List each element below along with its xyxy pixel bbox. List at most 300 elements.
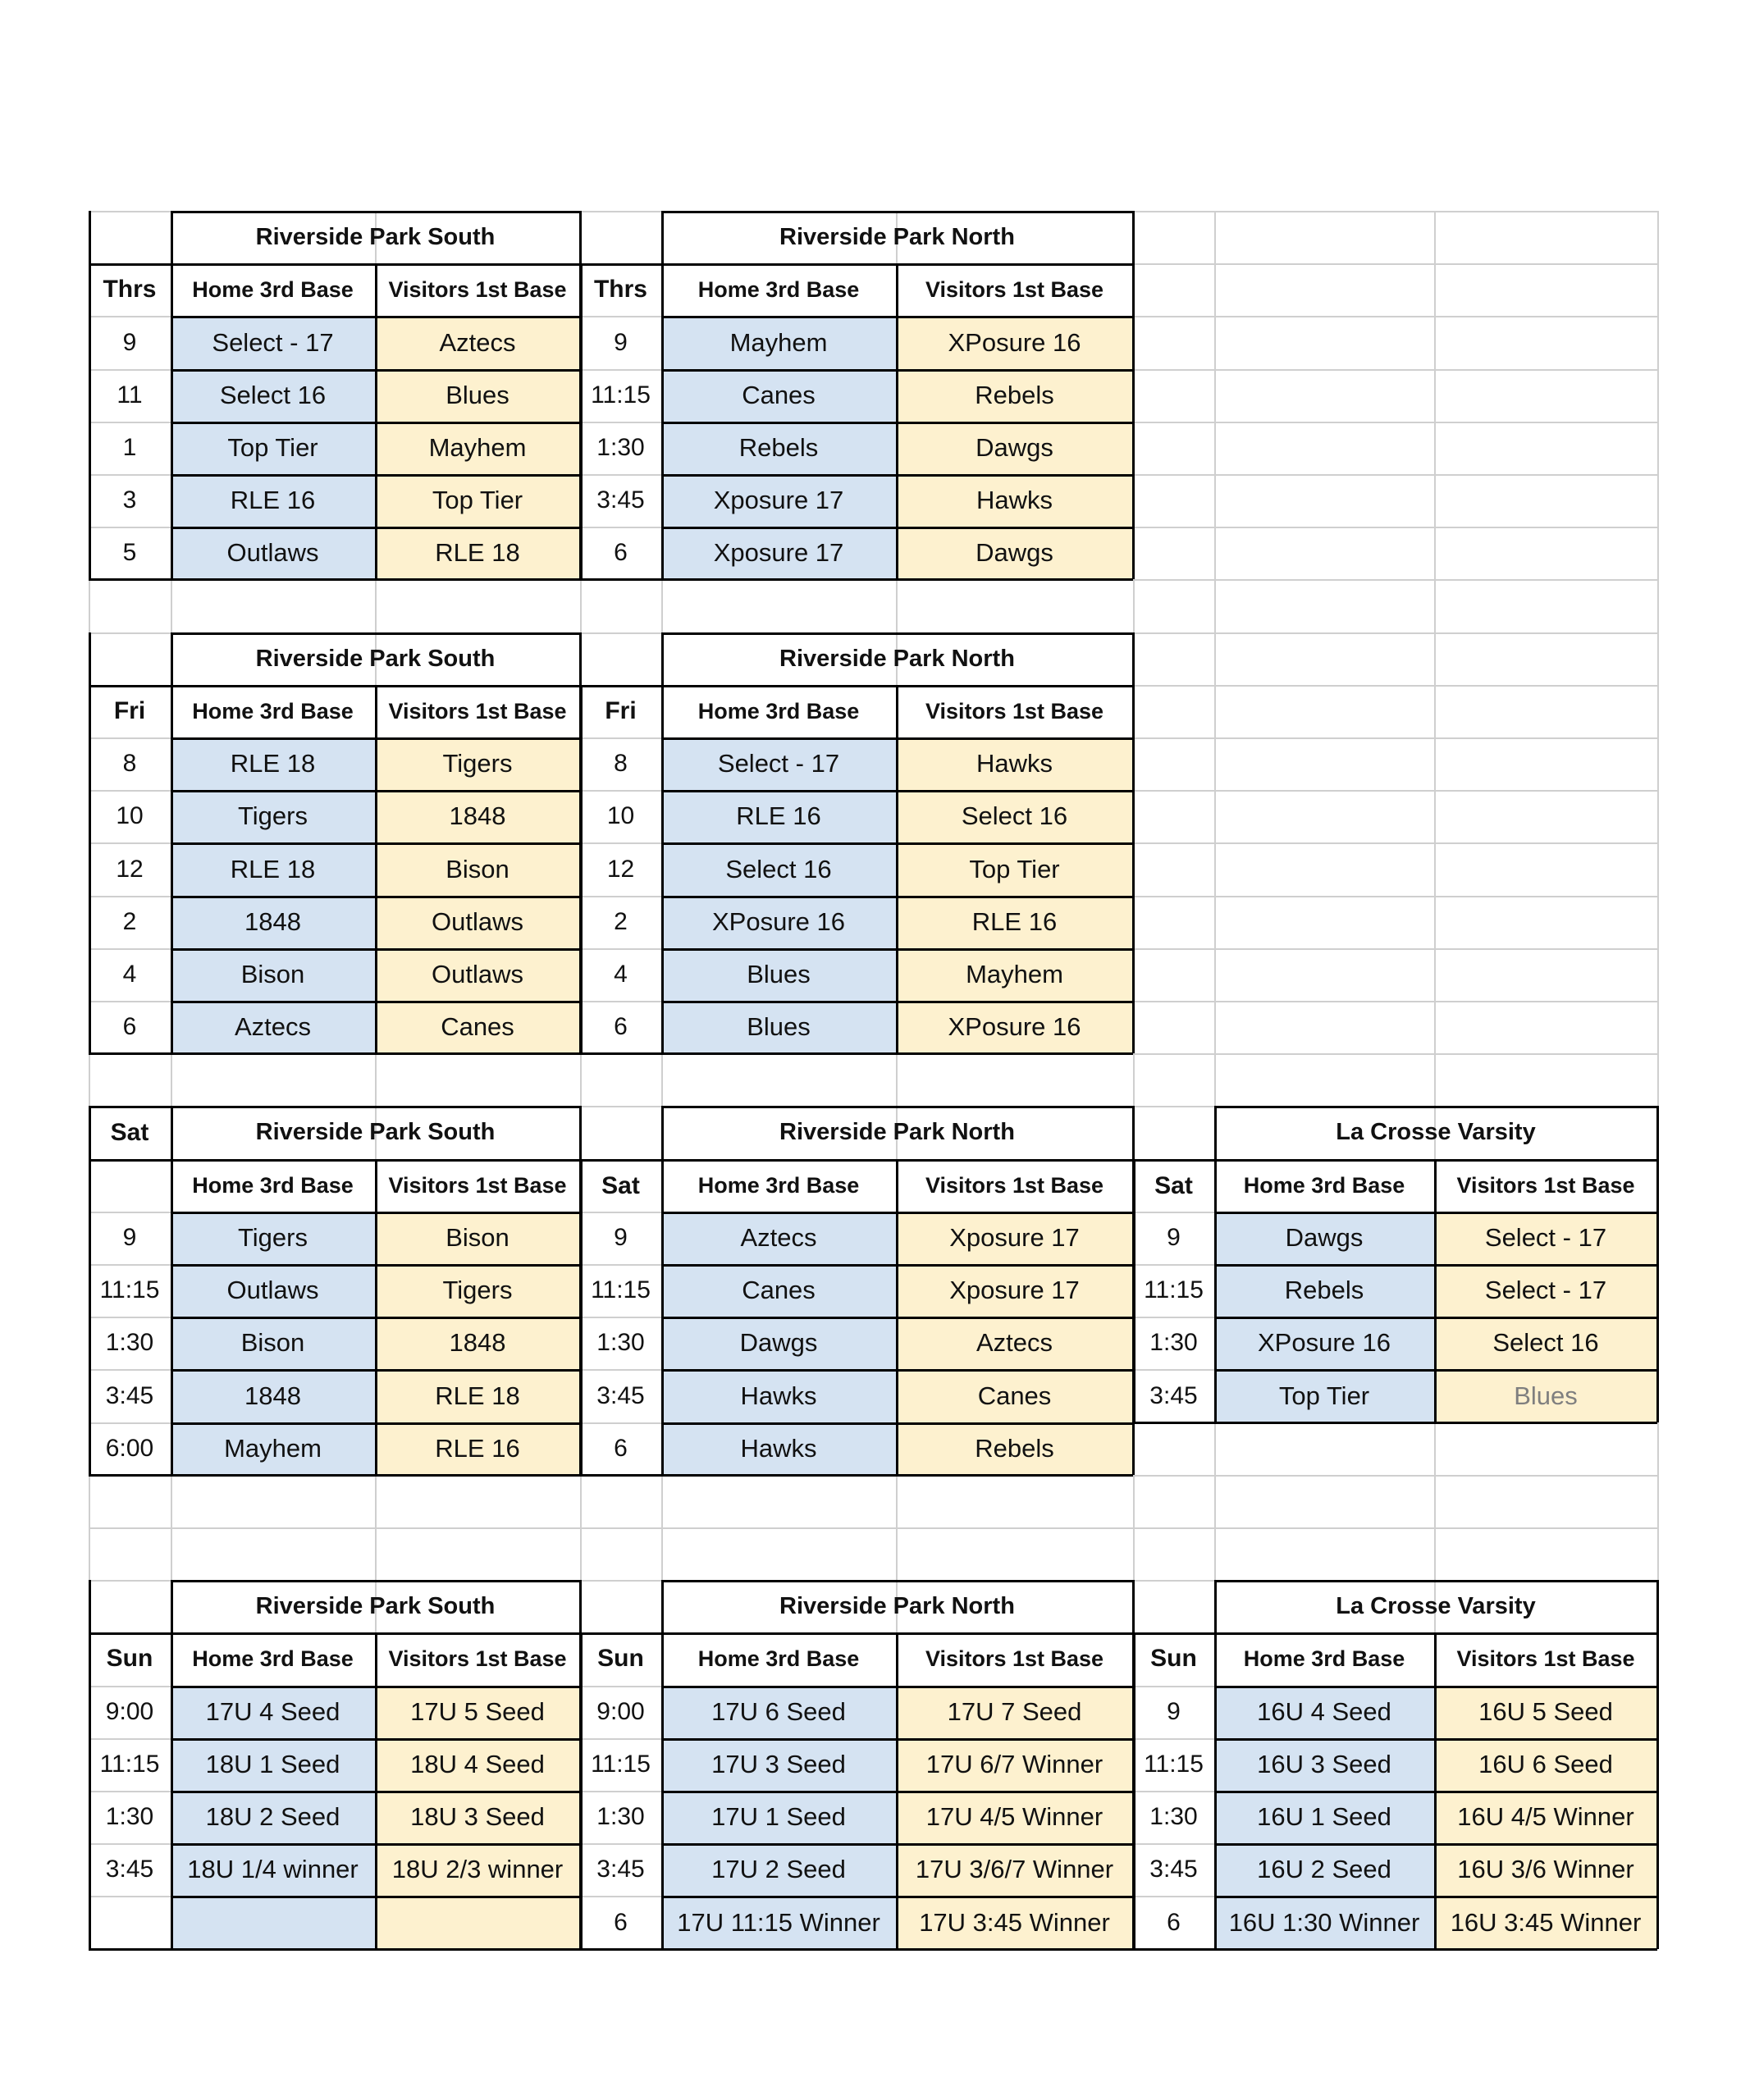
home-column-header: Home 3rd Base (697, 276, 860, 302)
home-team: Top Tier (1214, 1369, 1434, 1422)
home-team: 16U 3 Seed (1214, 1738, 1434, 1791)
game-time: 11:15 (99, 1276, 160, 1303)
visitor-team: 1848 (375, 1317, 580, 1369)
home-team: Rebels (661, 422, 896, 474)
home-team: 1848 (171, 896, 375, 948)
field-heading: Riverside Park North (779, 1119, 1015, 1145)
table-border (1214, 1738, 1657, 1741)
home-team: Tigers (171, 1212, 375, 1264)
game-time: 6 (614, 539, 628, 566)
game-time: 9 (122, 328, 137, 356)
visitor-team (375, 1896, 580, 1949)
home-team: Select - 17 (171, 316, 375, 369)
table-border (171, 211, 580, 213)
table-border (661, 1843, 1133, 1846)
visitor-team: 18U 4 Seed (375, 1738, 580, 1791)
visitor-team: Select 16 (1434, 1317, 1657, 1369)
table-border (1132, 1106, 1135, 1159)
table-border (171, 316, 580, 318)
home-column-header: Home 3rd Base (192, 1172, 354, 1198)
home-team: Mayhem (171, 1422, 375, 1475)
visitor-team: Aztecs (375, 316, 580, 369)
table-border (1133, 1159, 1135, 1422)
home-team: 16U 1:30 Winner (1214, 1896, 1434, 1949)
home-team: RLE 18 (171, 737, 375, 790)
table-border (661, 632, 1133, 635)
visitor-team: Mayhem (375, 422, 580, 474)
table-border (1132, 1580, 1135, 1632)
home-team: RLE 16 (171, 474, 375, 527)
table-border (171, 1106, 173, 1159)
field-heading: Riverside Park North (779, 223, 1015, 250)
visitor-team: Blues (1434, 1369, 1657, 1422)
visitors-column-header: Visitors 1st Base (388, 698, 567, 724)
home-team: Xposure 17 (661, 474, 896, 527)
game-time: 3 (122, 486, 137, 514)
table-border (89, 1106, 171, 1108)
table-border (171, 422, 580, 424)
visitor-team: RLE 16 (896, 896, 1133, 948)
table-border (89, 578, 580, 581)
table-border (1133, 1632, 1135, 1949)
home-team: XPosure 16 (661, 896, 896, 948)
table-border (661, 1738, 1133, 1741)
home-column-header: Home 3rd Base (192, 1646, 354, 1671)
field-heading: Riverside Park South (255, 645, 496, 672)
home-team: 17U 2 Seed (661, 1843, 896, 1896)
home-team: Select 16 (661, 842, 896, 896)
day-label: Sun (597, 1645, 644, 1672)
table-border (661, 790, 1133, 792)
table-border (171, 1212, 580, 1214)
visitor-team: 16U 3:45 Winner (1434, 1896, 1657, 1949)
visitor-team: RLE 16 (375, 1422, 580, 1475)
visitor-team: Xposure 17 (896, 1264, 1133, 1317)
day-label: Fri (113, 697, 146, 724)
home-team: 18U 1 Seed (171, 1738, 375, 1791)
table-border (171, 737, 580, 740)
game-time: 9 (614, 328, 628, 356)
grid-line (89, 1527, 1657, 1529)
game-time: 1 (122, 434, 137, 461)
game-time: 11:15 (591, 1276, 651, 1303)
home-column-header: Home 3rd Base (1243, 1172, 1405, 1198)
game-time: 2 (614, 908, 628, 935)
visitor-team: 16U 4/5 Winner (1434, 1791, 1657, 1843)
table-border (661, 685, 664, 1053)
visitor-team: Mayhem (896, 948, 1133, 1001)
table-border (661, 632, 664, 685)
table-border (661, 1422, 1133, 1425)
visitor-team: 17U 5 Seed (375, 1686, 580, 1738)
table-border (171, 211, 173, 263)
visitor-team: Dawgs (896, 527, 1133, 579)
table-border (171, 527, 580, 529)
table-border (171, 1106, 580, 1108)
table-border (661, 527, 1133, 529)
visitor-team: 17U 3:45 Winner (896, 1896, 1133, 1949)
table-border (1132, 685, 1135, 1053)
game-time: 6 (614, 1013, 628, 1040)
home-team: Xposure 17 (661, 527, 896, 579)
table-border (1214, 1686, 1657, 1688)
table-border (171, 369, 580, 372)
game-time: 10 (606, 802, 635, 829)
visitors-column-header: Visitors 1st Base (925, 1646, 1104, 1671)
table-border (1656, 1580, 1659, 1632)
game-time: 9 (122, 1224, 137, 1251)
game-time: 1:30 (596, 434, 645, 461)
table-border (171, 1317, 580, 1319)
table-border (171, 1001, 580, 1003)
game-time: 11:15 (591, 1751, 651, 1778)
game-time: 4 (122, 961, 137, 988)
table-border (579, 1106, 582, 1159)
home-column-header: Home 3rd Base (697, 1646, 860, 1671)
visitor-team: XPosure 16 (896, 1001, 1133, 1053)
table-border (89, 1159, 580, 1162)
home-team: Rebels (1214, 1264, 1434, 1317)
field-heading: La Crosse Varsity (1336, 1592, 1536, 1619)
visitor-team: RLE 18 (375, 1369, 580, 1422)
visitor-team: 17U 7 Seed (896, 1686, 1133, 1738)
game-time: 2 (122, 908, 137, 935)
table-border (171, 474, 580, 477)
home-team: Aztecs (171, 1001, 375, 1053)
table-border (1133, 1948, 1657, 1951)
field-heading: Riverside Park South (255, 1592, 496, 1619)
visitors-column-header: Visitors 1st Base (925, 698, 1104, 724)
table-border (661, 1001, 1133, 1003)
visitor-team: Dawgs (896, 422, 1133, 474)
game-time: 1:30 (1149, 1803, 1198, 1830)
home-team: Blues (661, 1001, 896, 1053)
visitor-team: Bison (375, 1212, 580, 1264)
table-border (171, 685, 173, 1053)
table-border (1133, 1632, 1657, 1635)
visitor-team: 16U 6 Seed (1434, 1738, 1657, 1791)
table-border (579, 1580, 582, 1632)
day-label: Sat (110, 1118, 149, 1146)
table-border (1214, 1791, 1657, 1793)
visitors-column-header: Visitors 1st Base (1456, 1646, 1635, 1671)
home-team: 18U 2 Seed (171, 1791, 375, 1843)
table-border (661, 422, 1133, 424)
table-border (1214, 1212, 1657, 1214)
table-border (171, 790, 580, 792)
table-border (1214, 1317, 1657, 1319)
table-border (1133, 1422, 1657, 1424)
table-border (171, 842, 580, 845)
game-time: 11 (117, 381, 143, 409)
table-border (580, 1632, 583, 1949)
visitor-team: Blues (375, 369, 580, 422)
game-time: 6 (614, 1908, 628, 1936)
table-border (661, 211, 664, 263)
table-border (171, 1422, 580, 1425)
home-column-header: Home 3rd Base (192, 698, 354, 724)
table-border (171, 632, 173, 685)
game-time: 11:15 (99, 1751, 160, 1778)
day-label: Sun (106, 1645, 153, 1672)
game-time: 11:15 (1144, 1751, 1204, 1778)
table-border (89, 685, 91, 1053)
home-team: 17U 4 Seed (171, 1686, 375, 1738)
visitor-team: Select - 17 (1434, 1212, 1657, 1264)
field-heading: Riverside Park North (779, 645, 1015, 672)
table-border (661, 211, 1133, 213)
table-border (89, 263, 91, 579)
visitor-team: Top Tier (375, 474, 580, 527)
home-team: RLE 18 (171, 842, 375, 896)
visitors-column-header: Visitors 1st Base (1456, 1172, 1635, 1198)
table-border (661, 1896, 1133, 1898)
table-border (171, 1264, 580, 1267)
game-time: 9 (1167, 1224, 1181, 1251)
table-border (1214, 1896, 1657, 1898)
table-border (579, 632, 582, 685)
table-border (1214, 1106, 1217, 1159)
table-border (89, 263, 580, 266)
home-team: Mayhem (661, 316, 896, 369)
table-border (89, 1474, 580, 1477)
home-team: Canes (661, 1264, 896, 1317)
visitor-team: Tigers (375, 1264, 580, 1317)
home-team: 1848 (171, 1369, 375, 1422)
table-border (1656, 1106, 1659, 1159)
home-team: Blues (661, 948, 896, 1001)
visitor-team: 18U 3 Seed (375, 1791, 580, 1843)
game-time: 3:45 (596, 1381, 645, 1409)
game-time: 10 (116, 802, 144, 829)
table-border (89, 211, 91, 263)
table-border (89, 685, 580, 687)
visitor-team: Rebels (896, 369, 1133, 422)
table-border (89, 1159, 91, 1475)
home-team: Outlaws (171, 527, 375, 579)
table-border (661, 1264, 1133, 1267)
home-team: XPosure 16 (1214, 1317, 1434, 1369)
table-border (1214, 1580, 1217, 1632)
home-team: Dawgs (661, 1317, 896, 1369)
visitor-team: 16U 5 Seed (1434, 1686, 1657, 1738)
table-border (1214, 1369, 1657, 1372)
home-team: 18U 1/4 winner (171, 1843, 375, 1896)
game-time: 9:00 (105, 1698, 154, 1725)
home-team: 16U 4 Seed (1214, 1686, 1434, 1738)
table-border (661, 316, 1133, 318)
game-time (89, 1896, 171, 1949)
home-team: 17U 1 Seed (661, 1791, 896, 1843)
home-team: Select 16 (171, 369, 375, 422)
home-team: Hawks (661, 1422, 896, 1475)
visitor-team: Canes (896, 1369, 1133, 1422)
day-label: Fri (605, 697, 637, 724)
game-time: 1:30 (1149, 1329, 1198, 1356)
visitor-team: Xposure 17 (896, 1212, 1133, 1264)
visitor-team: Hawks (896, 737, 1133, 790)
table-border (661, 1580, 664, 1632)
home-team: Dawgs (1214, 1212, 1434, 1264)
game-time: 1:30 (596, 1329, 645, 1356)
visitor-team: XPosure 16 (896, 316, 1133, 369)
home-team: 16U 1 Seed (1214, 1791, 1434, 1843)
table-border (579, 211, 582, 263)
table-border (375, 685, 377, 1053)
table-border (661, 948, 1133, 951)
game-time: 6:00 (105, 1435, 154, 1462)
day-label: Sat (1154, 1171, 1193, 1199)
visitor-team: 17U 3/6/7 Winner (896, 1843, 1133, 1896)
visitors-column-header: Visitors 1st Base (925, 1172, 1104, 1198)
game-time: 9 (1167, 1698, 1181, 1725)
home-team: Bison (171, 1317, 375, 1369)
table-border (580, 685, 583, 1053)
game-time: 11:15 (1144, 1276, 1204, 1303)
game-time: 12 (606, 855, 635, 883)
visitor-team: 17U 6/7 Winner (896, 1738, 1133, 1791)
game-time: 3:45 (105, 1856, 154, 1883)
table-border (1214, 1159, 1217, 1422)
game-time: 3:45 (596, 1856, 645, 1883)
table-border (171, 948, 580, 951)
visitor-team: Rebels (896, 1422, 1133, 1475)
home-team: Tigers (171, 790, 375, 842)
visitor-team: 1848 (375, 790, 580, 842)
home-column-header: Home 3rd Base (1243, 1646, 1405, 1671)
game-time: 3:45 (596, 486, 645, 514)
visitor-team: Aztecs (896, 1317, 1133, 1369)
table-border (171, 1686, 580, 1688)
home-team: Hawks (661, 1369, 896, 1422)
table-border (89, 1580, 91, 1632)
game-time: 12 (116, 855, 144, 883)
visitor-team: Hawks (896, 474, 1133, 527)
game-time: 1:30 (596, 1803, 645, 1830)
table-border (661, 1212, 1133, 1214)
table-border (661, 369, 1133, 372)
visitor-team: Select - 17 (1434, 1264, 1657, 1317)
table-border (1214, 1264, 1657, 1267)
home-column-header: Home 3rd Base (697, 1172, 860, 1198)
table-border (1133, 1159, 1657, 1162)
table-border (171, 1791, 580, 1793)
table-border (661, 1686, 1133, 1688)
table-border (1214, 1843, 1657, 1846)
visitors-column-header: Visitors 1st Base (925, 276, 1104, 302)
table-border (89, 1632, 91, 1949)
visitors-column-header: Visitors 1st Base (388, 1172, 567, 1198)
table-border (661, 474, 1133, 477)
table-border (89, 1948, 580, 1951)
game-time: 3:45 (105, 1381, 154, 1409)
day-label: Sun (1150, 1645, 1197, 1672)
day-label: Thrs (103, 276, 157, 303)
game-time: 6 (614, 1435, 628, 1462)
visitor-team: Outlaws (375, 948, 580, 1001)
visitor-team: Outlaws (375, 896, 580, 948)
table-border (1132, 211, 1135, 263)
home-column-header: Home 3rd Base (192, 276, 354, 302)
visitor-team: RLE 18 (375, 527, 580, 579)
table-border (1214, 1106, 1657, 1108)
home-team: 17U 3 Seed (661, 1738, 896, 1791)
game-time: 3:45 (1149, 1856, 1198, 1883)
table-border (661, 1106, 664, 1159)
visitor-team: Top Tier (896, 842, 1133, 896)
game-time: 8 (614, 750, 628, 777)
table-border (171, 1580, 173, 1632)
table-border (89, 1052, 580, 1055)
table-border (171, 1843, 580, 1846)
field-heading: Riverside Park South (255, 223, 496, 250)
table-border (171, 1580, 580, 1582)
game-time: 9 (614, 1224, 628, 1251)
game-time: 11:15 (591, 381, 651, 409)
game-time: 3:45 (1149, 1381, 1198, 1409)
game-time: 4 (614, 961, 628, 988)
table-border (896, 685, 898, 1053)
visitor-team: Select 16 (896, 790, 1133, 842)
table-border (580, 263, 583, 579)
table-border (171, 632, 580, 635)
visitor-team: 17U 4/5 Winner (896, 1791, 1133, 1843)
table-border (89, 1106, 91, 1159)
visitor-team: Canes (375, 1001, 580, 1053)
table-border (661, 1317, 1133, 1319)
game-time: 6 (122, 1013, 137, 1040)
table-border (661, 1106, 1133, 1108)
visitors-column-header: Visitors 1st Base (388, 276, 567, 302)
table-border (1656, 1159, 1659, 1422)
home-team: Select - 17 (661, 737, 896, 790)
field-heading: Riverside Park North (779, 1592, 1015, 1619)
field-heading: Riverside Park South (255, 1119, 496, 1145)
table-border (661, 842, 1133, 845)
game-time: 9:00 (596, 1698, 645, 1725)
game-time: 5 (122, 539, 137, 566)
home-team: Top Tier (171, 422, 375, 474)
visitor-team: Tigers (375, 737, 580, 790)
table-border (661, 1580, 1133, 1582)
table-border (171, 896, 580, 898)
table-border (661, 896, 1133, 898)
game-time: 8 (122, 750, 137, 777)
home-team: 16U 2 Seed (1214, 1843, 1434, 1896)
home-team (171, 1896, 375, 1949)
home-team: Bison (171, 948, 375, 1001)
home-team: Canes (661, 369, 896, 422)
home-team: Outlaws (171, 1264, 375, 1317)
game-time: 1:30 (105, 1803, 154, 1830)
table-border (89, 632, 91, 685)
visitors-column-header: Visitors 1st Base (388, 1646, 567, 1671)
day-label: Sat (601, 1171, 640, 1199)
table-border (171, 1896, 580, 1898)
table-border (580, 1159, 583, 1475)
field-heading: La Crosse Varsity (1336, 1119, 1536, 1145)
visitor-team: Bison (375, 842, 580, 896)
home-team: Aztecs (661, 1212, 896, 1264)
table-border (661, 1791, 1133, 1793)
home-team: RLE 16 (661, 790, 896, 842)
table-border (661, 1369, 1133, 1372)
table-border (171, 1738, 580, 1741)
home-column-header: Home 3rd Base (697, 698, 860, 724)
table-border (1132, 632, 1135, 685)
table-border (661, 737, 1133, 740)
visitor-team: 18U 2/3 winner (375, 1843, 580, 1896)
